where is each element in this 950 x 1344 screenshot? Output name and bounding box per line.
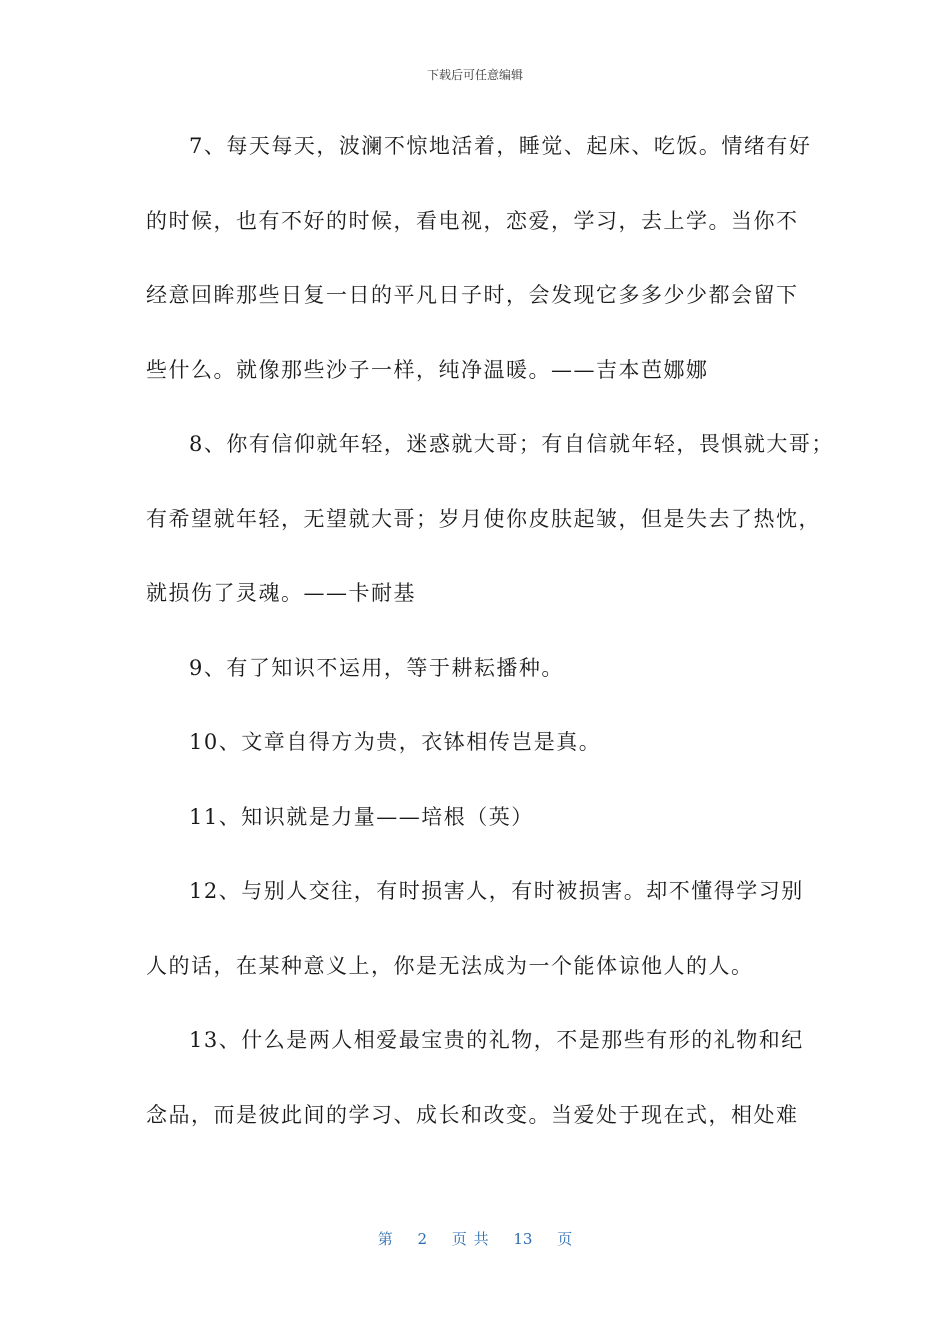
text-line: 7、每天每天，波澜不惊地活着，睡觉、起床、吃饭。情绪有好 <box>189 134 812 158</box>
total-pages-number: 13 <box>513 1230 533 1248</box>
text-line: 12、与别人交往，有时损害人，有时被损害。却不懂得学习别 <box>189 879 804 903</box>
text-line: 有希望就年轻，无望就大哥；岁月使你皮肤起皱，但是失去了热忱， <box>146 506 821 531</box>
text-line: 13、什么是两人相爱最宝贵的礼物，不是那些有形的礼物和纪 <box>189 1028 804 1052</box>
text-line: 经意回眸那些日复一日的平凡日子时，会发现它多多少少都会留下 <box>146 283 799 307</box>
text-line: 的时候，也有不好的时候，看电视，恋爱，学习，去上学。当你不 <box>146 208 799 233</box>
footer-suffix: 页 <box>557 1230 573 1248</box>
text-line: 10、文章自得方为贵，衣钵相传岂是真。 <box>189 730 602 754</box>
current-page-number: 2 <box>417 1230 428 1248</box>
footer-prefix: 第 <box>377 1230 393 1248</box>
footer-middle: 页 共 <box>451 1230 489 1248</box>
text-line: 11、知识就是力量——培根（英） <box>189 804 534 829</box>
page-header-note: 下载后可任意编辑 <box>426 68 523 82</box>
document-body <box>146 130 834 1173</box>
text-line: 8、你有信仰就年轻，迷惑就大哥；有自信就年轻，畏惧就大哥； <box>189 432 834 456</box>
text-line: 9、有了知识不运用，等于耕耘播种。 <box>189 655 564 680</box>
text-line: 念品，而是彼此间的学习、成长和改变。当爱处于现在式，相处难 <box>146 1102 799 1127</box>
text-line: 人的话，在某种意义上，你是无法成为一个能体谅他人的人。 <box>146 953 754 978</box>
page-footer <box>0 1228 950 1249</box>
text-line: 些什么。就像那些沙子一样，纯净温暖。——吉本芭娜娜 <box>146 357 709 382</box>
text-line: 就损伤了灵魂。——卡耐基 <box>146 581 416 605</box>
